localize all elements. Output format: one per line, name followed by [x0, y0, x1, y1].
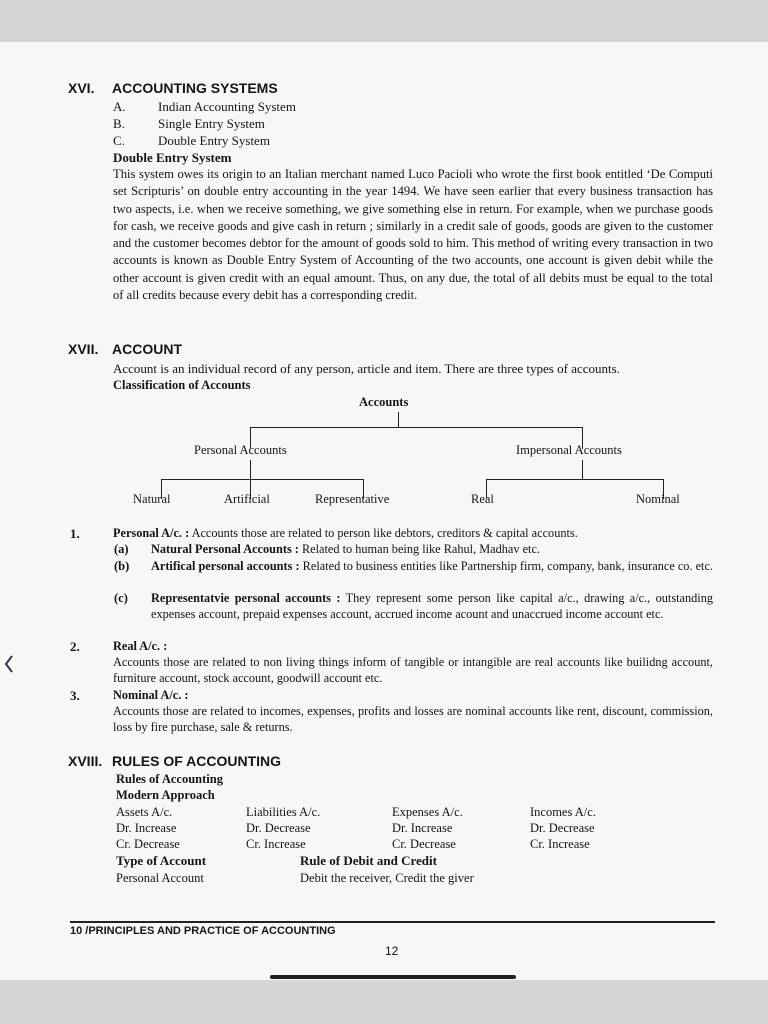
table-cell: Dr. Increase — [116, 821, 177, 835]
diagram-node-personal: Personal Accounts — [194, 443, 287, 457]
column-header: Expenses A/c. — [392, 805, 463, 819]
account-intro: Account is an individual record of any person, article and item. There are three types of accounts. — [113, 361, 620, 376]
column-header: Assets A/c. — [116, 805, 173, 819]
table-cell: Debit the receiver, Credit the giver — [300, 871, 474, 885]
modern-approach-heading: Modern Approach — [116, 788, 215, 802]
section-number: XVII. — [68, 341, 99, 357]
nominal-ac-title: Nominal A/c. : — [113, 688, 189, 702]
list-number: 1. — [70, 526, 80, 541]
diagram-node-accounts: Accounts — [359, 395, 409, 409]
diagram-node-real: Real — [471, 492, 494, 506]
table-cell: Cr. Increase — [530, 837, 590, 851]
diagram-connector — [486, 479, 664, 480]
rule-header: Rule of Debit and Credit — [300, 853, 437, 868]
natural-personal-item: Natural Personal Accounts : Related to human being like Rahul, Madhav etc. — [151, 542, 541, 556]
table-cell: Cr. Decrease — [116, 837, 180, 851]
table-cell: Cr. Decrease — [392, 837, 456, 851]
list-item: A. Indian Accounting System — [113, 99, 296, 114]
rules-subheading: Rules of Accounting — [116, 772, 223, 786]
sub-label: (a) — [114, 542, 129, 556]
diagram-node-impersonal: Impersonal Accounts — [516, 443, 622, 457]
table-cell: Cr. Increase — [246, 837, 306, 851]
real-ac-text: Accounts those are related to non living things inform of tangible or intangible are real accounts like builidng account, furniture account, stock account, goodwill account etc. — [113, 655, 713, 685]
diagram-connector — [582, 460, 583, 480]
type-of-account-header: Type of Account — [116, 853, 207, 868]
section-heading-xvi — [68, 80, 278, 96]
section-title: RULES OF ACCOUNTING — [112, 753, 282, 769]
list-item: C. Double Entry System — [113, 133, 270, 148]
diagram-node-nominal: Nominal — [636, 492, 680, 506]
list-number: 2. — [70, 639, 80, 654]
classification-heading: Classification of Accounts — [113, 378, 251, 392]
table-cell: Dr. Increase — [392, 821, 453, 835]
diagram-connector — [161, 479, 364, 480]
chevron-left-icon-svg — [4, 654, 14, 674]
nominal-ac-text: Accounts those are related to incomes, expenses, profits and losses are nominal accounts like rent, discount, commission, loss by fire purchase, sale & returns. — [113, 704, 713, 734]
column-header: Incomes A/c. — [530, 805, 596, 819]
diagram-node-representative: Representative — [315, 492, 390, 506]
double-entry-paragraph: This system owes its origin to an Italian merchant named Luco Pacioli who wrote the first book entitled ‘De Computi set Scripturis’ on double entry accounting in the year 1494. We have seen earlier that every business transaction has two aspects, i.e. when we receive something, we give something else in return. For example, when we purchase goods for cash, we receive goods and give cash in return ; similarly in a credit sale of goods, goods are given to the customer and the customer becomes debtor for the amount of goods sold to him. This method of writing every transaction in two accounts is known as Double Entry System of Accounting of the two accounts, one account is given debit while the other account is given credit with an equal amount. Thus, on any due, the total of all debits must be equal to the total of all credits because every debit has a corresponding credit. — [113, 167, 713, 303]
artificial-personal-item: Artifical personal accounts : Related to business entities like Partnership firm, company, bank, insurance co. etc. — [151, 559, 714, 573]
list-number: 3. — [70, 688, 80, 703]
diagram-connector — [250, 460, 251, 480]
section-heading-xvii — [68, 341, 182, 357]
section-heading-xviii — [68, 753, 281, 769]
representative-personal-item: Representatvie personal accounts : They represent some person like capital a/c., drawing a/c., outstanding expenses account, prepaid expenses account, accrued income acount and unaccrued income account etc. — [151, 591, 713, 621]
real-ac-title: Real A/c. : — [113, 639, 168, 653]
document-page — [0, 42, 768, 980]
section-title: ACCOUNT — [112, 341, 182, 357]
page-number: 12 — [385, 944, 399, 958]
table-cell: Dr. Decrease — [530, 821, 595, 835]
diagram-node-natural: Natural — [133, 492, 171, 506]
diagram-connector — [398, 412, 399, 428]
list-item: B. Single Entry System — [113, 116, 265, 131]
sub-label: (c) — [114, 591, 128, 605]
table-cell: Personal Account — [116, 871, 204, 885]
section-number: XVI. — [68, 80, 95, 96]
column-header: Liabilities A/c. — [246, 805, 321, 819]
scroll-indicator[interactable] — [270, 975, 516, 979]
footer-book-title: 10 /PRINCIPLES AND PRACTICE OF ACCOUNTING — [70, 925, 336, 937]
diagram-connector — [250, 427, 583, 428]
table-cell: Dr. Decrease — [246, 821, 311, 835]
section-number: XVIII. — [68, 753, 103, 769]
chevron-left-icon[interactable] — [4, 654, 14, 679]
personal-ac-item: Personal A/c. : Accounts those are related to person like debtors, creditors & capital accounts. — [113, 526, 578, 540]
subheading-double-entry: Double Entry System — [113, 150, 232, 165]
diagram-node-artificial: Artificial — [224, 492, 270, 506]
sub-label: (b) — [114, 559, 130, 573]
section-title: ACCOUNTING SYSTEMS — [112, 80, 278, 96]
